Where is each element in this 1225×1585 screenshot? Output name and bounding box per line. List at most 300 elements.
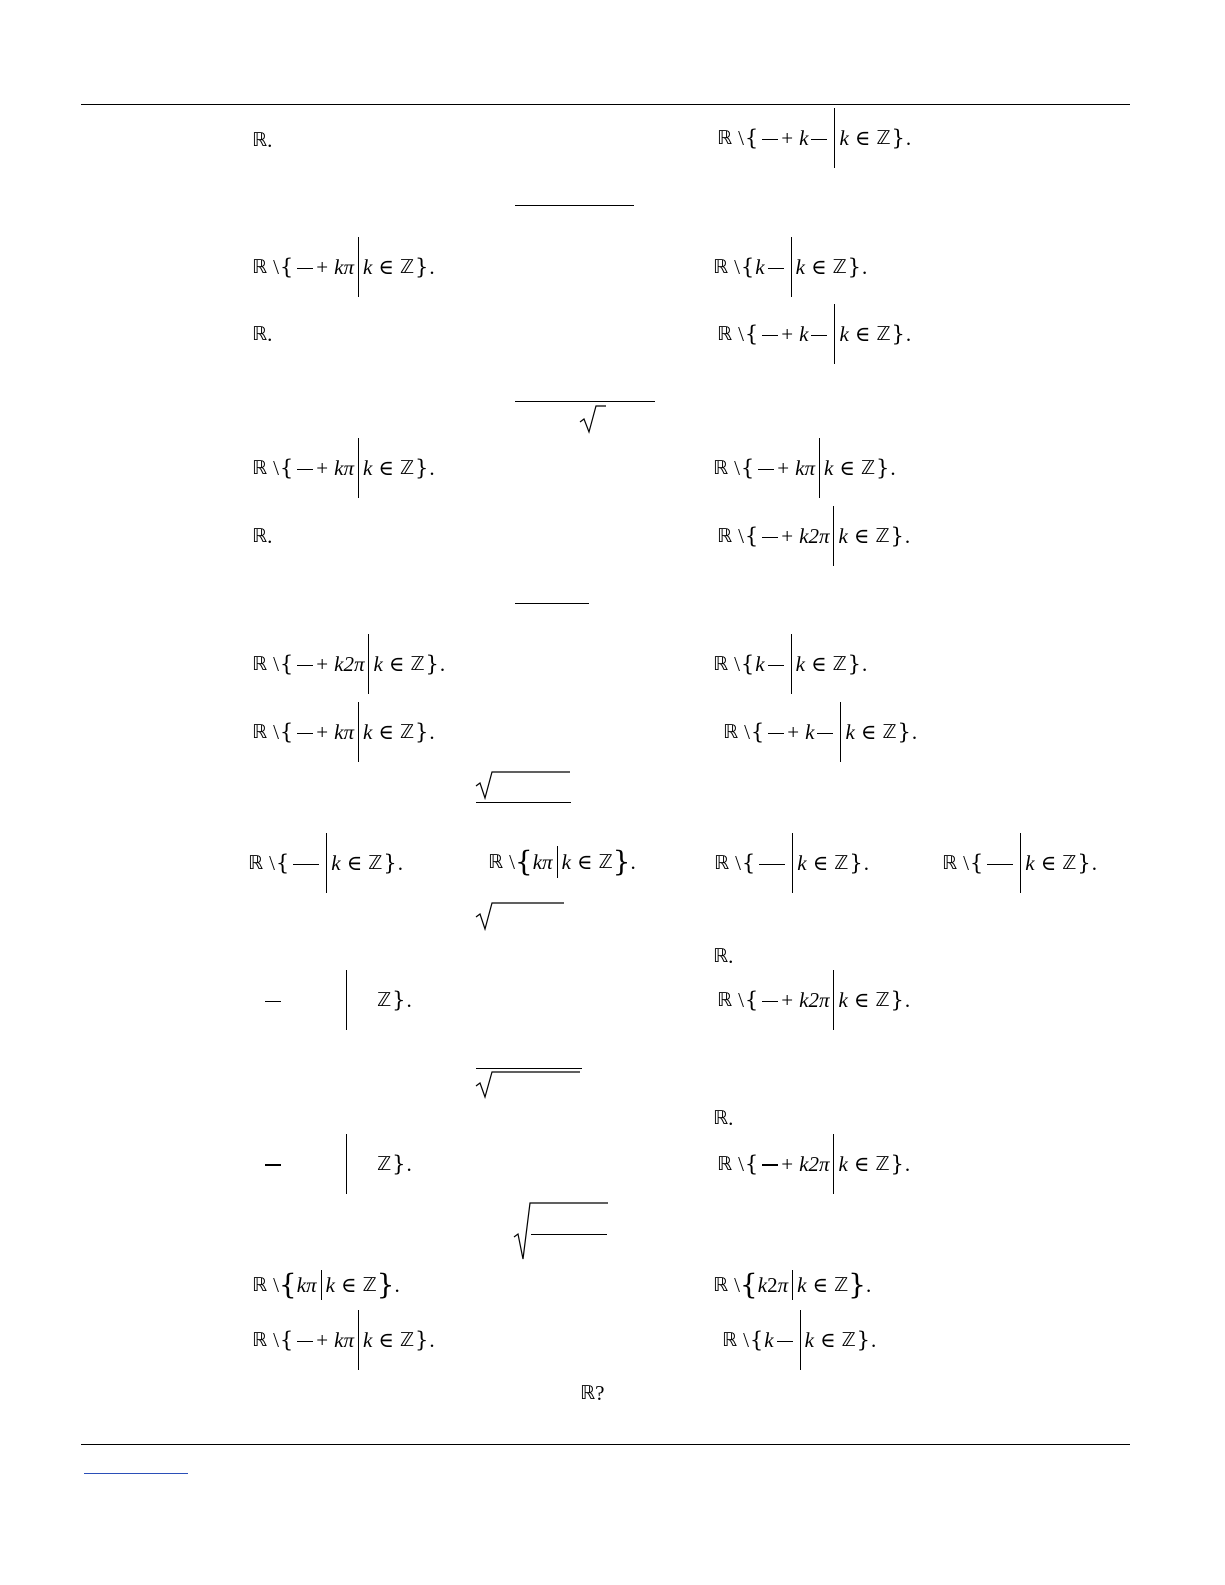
pi-symbol: π bbox=[777, 1272, 789, 1297]
integers-symbol: ℤ bbox=[833, 1273, 849, 1296]
variable-k: k bbox=[325, 1272, 335, 1297]
reals-symbol: ℝ bbox=[713, 1273, 729, 1296]
k-pi: kπ bbox=[532, 849, 553, 874]
period: . bbox=[871, 1327, 877, 1352]
such-that-bar bbox=[833, 970, 834, 1030]
such-that-bar bbox=[358, 1310, 359, 1370]
such-that-bar bbox=[833, 1134, 834, 1194]
period: . bbox=[728, 943, 734, 968]
right-brace: } bbox=[612, 845, 631, 878]
right-brace: } bbox=[847, 651, 862, 676]
fraction-bar bbox=[762, 1001, 778, 1002]
variable-k: k bbox=[795, 651, 805, 676]
element-of-symbol: ∈ bbox=[853, 523, 870, 548]
variable-k: k bbox=[839, 321, 849, 346]
such-that-bar bbox=[368, 634, 369, 694]
left-brace: { bbox=[741, 850, 756, 875]
option-c[interactable] bbox=[262, 1134, 412, 1194]
period: . bbox=[862, 651, 868, 676]
left-brace: { bbox=[278, 1268, 297, 1301]
element-of-symbol: ∈ bbox=[854, 125, 871, 150]
variable-k: k bbox=[373, 651, 383, 676]
reals-symbol: ℝ bbox=[942, 851, 958, 874]
right-brace: } bbox=[415, 254, 429, 279]
reals-symbol: ℝ bbox=[252, 720, 268, 743]
setminus-symbol: \ bbox=[269, 850, 275, 875]
left-brace: { bbox=[279, 651, 294, 676]
integers-symbol: ℤ bbox=[598, 850, 613, 873]
variable-k: k bbox=[797, 1272, 807, 1297]
setminus-symbol: \ bbox=[273, 1272, 279, 1297]
option-c[interactable] bbox=[252, 524, 272, 548]
top-rule bbox=[81, 104, 1130, 105]
variable-k: k bbox=[845, 719, 855, 744]
setminus-symbol: \ bbox=[735, 850, 741, 875]
fraction-line bbox=[515, 205, 634, 206]
integers-symbol: ℤ bbox=[399, 255, 414, 278]
option-b[interactable] bbox=[713, 438, 896, 498]
integers-symbol: ℤ bbox=[377, 1152, 392, 1175]
left-brace: { bbox=[740, 455, 755, 480]
plus-sign: + bbox=[781, 125, 794, 150]
variable-k: k bbox=[561, 849, 571, 874]
such-that-bar bbox=[358, 702, 359, 762]
such-that-bar bbox=[792, 833, 793, 893]
integers-symbol: ℤ bbox=[875, 988, 890, 1011]
right-brace: } bbox=[415, 455, 429, 480]
period: . bbox=[890, 455, 896, 480]
reals-symbol: ℝ bbox=[252, 322, 268, 345]
left-brace: { bbox=[275, 850, 290, 875]
variable-k: k bbox=[764, 1327, 774, 1352]
period: . bbox=[863, 850, 869, 875]
plus-sign: + bbox=[781, 987, 794, 1012]
plus-sign: + bbox=[316, 719, 329, 744]
reals-symbol: ℝ bbox=[717, 1152, 733, 1175]
k-2pi: k2π bbox=[799, 987, 830, 1012]
setminus-symbol: \ bbox=[734, 455, 740, 480]
fraction-bar bbox=[762, 1164, 778, 1166]
setminus-symbol: \ bbox=[744, 719, 750, 744]
variable-k: k bbox=[805, 719, 815, 744]
reals-symbol: ℝ bbox=[252, 652, 268, 675]
option-a[interactable] bbox=[248, 833, 403, 893]
fraction-bar bbox=[293, 864, 319, 865]
reals-symbol: ℝ bbox=[252, 128, 268, 151]
reals-symbol: ℝ bbox=[252, 1273, 268, 1296]
setminus-symbol: \ bbox=[273, 651, 279, 676]
period: . bbox=[439, 651, 446, 676]
fraction-bar bbox=[817, 733, 833, 734]
period: . bbox=[397, 850, 403, 875]
reals-symbol: ℝ bbox=[723, 720, 739, 743]
variable-k: k bbox=[799, 125, 809, 150]
such-that-bar bbox=[358, 237, 359, 297]
such-that-bar bbox=[346, 1134, 347, 1194]
reals-symbol: ℝ bbox=[717, 988, 733, 1011]
such-that-bar bbox=[840, 702, 841, 762]
such-that-bar bbox=[791, 237, 792, 297]
option-b[interactable] bbox=[713, 237, 867, 297]
setminus-symbol: \ bbox=[734, 254, 740, 279]
right-brace: } bbox=[415, 719, 429, 744]
number-two: 2 bbox=[767, 1272, 778, 1297]
plus-sign: + bbox=[781, 321, 794, 346]
variable-k: k bbox=[823, 455, 834, 480]
left-brace: { bbox=[279, 254, 294, 279]
element-of-symbol: ∈ bbox=[812, 1272, 828, 1297]
period: . bbox=[911, 719, 918, 744]
variable-k: k bbox=[362, 254, 373, 279]
integers-symbol: ℤ bbox=[875, 524, 890, 547]
right-brace: } bbox=[392, 987, 406, 1012]
integers-symbol: ℤ bbox=[860, 456, 875, 479]
variable-k: k bbox=[362, 1327, 373, 1352]
fraction-bar bbox=[811, 139, 827, 140]
k-pi: kπ bbox=[334, 455, 354, 480]
square-root-symbol bbox=[474, 1070, 584, 1100]
bottom-rule bbox=[81, 1444, 1130, 1445]
reals-symbol: ℝ bbox=[248, 851, 264, 874]
integers-symbol: ℤ bbox=[377, 988, 392, 1011]
such-that-bar bbox=[800, 1310, 801, 1370]
setminus-symbol: \ bbox=[738, 523, 744, 548]
option-c[interactable] bbox=[252, 702, 435, 762]
option-a[interactable] bbox=[252, 237, 435, 297]
fraction-bar bbox=[768, 268, 784, 269]
fraction-bar bbox=[777, 1341, 793, 1342]
plus-sign: + bbox=[316, 1327, 329, 1352]
fraction-bar bbox=[297, 665, 313, 666]
period: . bbox=[429, 254, 435, 279]
element-of-symbol: ∈ bbox=[346, 850, 363, 875]
k-2pi: k2π bbox=[334, 651, 365, 676]
period: . bbox=[728, 1105, 734, 1130]
option-b[interactable] bbox=[717, 108, 911, 168]
fraction-line bbox=[515, 603, 589, 604]
integers-symbol: ℤ bbox=[876, 322, 891, 345]
period: . bbox=[267, 523, 273, 548]
period: . bbox=[394, 1272, 400, 1297]
period: . bbox=[904, 1151, 911, 1176]
integers-symbol: ℤ bbox=[362, 1273, 377, 1296]
integers-symbol: ℤ bbox=[841, 1328, 856, 1351]
plus-sign: + bbox=[316, 651, 329, 676]
k-pi: kπ bbox=[334, 719, 354, 744]
right-brace: } bbox=[890, 987, 904, 1012]
k-pi: kπ bbox=[334, 1327, 354, 1352]
period: . bbox=[406, 1151, 412, 1176]
option-b[interactable] bbox=[713, 634, 867, 694]
variable-k: k bbox=[331, 850, 341, 875]
period: . bbox=[905, 125, 912, 150]
integers-symbol: ℤ bbox=[399, 1328, 414, 1351]
square-root-symbol bbox=[474, 770, 574, 802]
left-brace: { bbox=[514, 845, 533, 878]
reals-symbol: ℝ bbox=[713, 652, 729, 675]
fraction-line bbox=[531, 1234, 607, 1235]
square-root-symbol bbox=[474, 901, 568, 933]
option-b[interactable] bbox=[488, 841, 636, 883]
option-a[interactable] bbox=[252, 634, 445, 694]
integers-symbol: ℤ bbox=[410, 652, 425, 675]
element-of-symbol: ∈ bbox=[819, 1327, 836, 1352]
fraction-bar bbox=[762, 335, 778, 336]
setminus-symbol: \ bbox=[743, 1327, 749, 1352]
left-brace: { bbox=[744, 987, 759, 1012]
option-c[interactable] bbox=[262, 970, 412, 1030]
square-root-symbol bbox=[578, 404, 608, 434]
reals-symbol: ℝ bbox=[252, 1328, 268, 1351]
period: . bbox=[630, 849, 636, 874]
element-of-symbol: ∈ bbox=[812, 850, 829, 875]
fraction-bar bbox=[297, 733, 313, 734]
integers-symbol: ℤ bbox=[832, 255, 847, 278]
reals-symbol: ℝ bbox=[717, 322, 733, 345]
variable-k: k bbox=[839, 125, 849, 150]
right-brace: } bbox=[383, 850, 397, 875]
period: . bbox=[865, 1272, 872, 1297]
option-d[interactable] bbox=[717, 304, 911, 364]
such-that-bar bbox=[792, 1270, 793, 1300]
variable-k: k bbox=[797, 850, 807, 875]
option-d[interactable] bbox=[717, 970, 910, 1030]
such-that-bar bbox=[833, 506, 834, 566]
right-brace: } bbox=[890, 1151, 904, 1176]
integers-symbol: ℤ bbox=[1062, 851, 1077, 874]
variable-k: k bbox=[795, 254, 805, 279]
option-a[interactable] bbox=[252, 438, 435, 498]
left-brace: { bbox=[740, 651, 755, 676]
such-that-bar bbox=[834, 304, 835, 364]
such-that-bar bbox=[321, 1270, 322, 1300]
element-of-symbol: ∈ bbox=[378, 455, 394, 480]
element-of-symbol: ∈ bbox=[860, 719, 877, 744]
setminus-symbol: \ bbox=[738, 125, 744, 150]
option-c[interactable] bbox=[252, 1310, 435, 1370]
plus-sign: + bbox=[316, 254, 329, 279]
setminus-symbol: \ bbox=[273, 254, 279, 279]
element-of-symbol: ∈ bbox=[810, 254, 827, 279]
plus-sign: + bbox=[781, 1151, 794, 1176]
option-b[interactable] bbox=[713, 944, 733, 968]
option-d[interactable] bbox=[722, 1310, 876, 1370]
integers-symbol: ℤ bbox=[876, 126, 891, 149]
variable-k: k bbox=[804, 1327, 814, 1352]
reals-symbol: ℝ bbox=[717, 126, 733, 149]
element-of-symbol: ∈ bbox=[839, 455, 855, 480]
variable-k: k bbox=[799, 321, 809, 346]
variable-k: k bbox=[755, 651, 765, 676]
setminus-symbol: \ bbox=[273, 455, 279, 480]
reals-symbol: ℝ bbox=[252, 524, 268, 547]
right-brace: } bbox=[425, 651, 439, 676]
fraction-line bbox=[515, 401, 655, 402]
setminus-symbol: \ bbox=[963, 850, 969, 875]
reals-symbol: ℝ bbox=[713, 255, 729, 278]
element-of-symbol: ∈ bbox=[378, 719, 394, 744]
fraction-bar bbox=[762, 139, 778, 140]
question-stem bbox=[580, 1381, 604, 1405]
element-of-symbol: ∈ bbox=[810, 651, 827, 676]
period: . bbox=[429, 455, 435, 480]
right-brace: } bbox=[897, 719, 911, 744]
left-brace: { bbox=[739, 1268, 758, 1301]
fraction-bar bbox=[768, 665, 784, 666]
variable-k: k bbox=[755, 254, 765, 279]
left-brace: { bbox=[279, 719, 294, 744]
variable-k: k bbox=[1025, 850, 1035, 875]
variable-k: k bbox=[757, 1272, 768, 1297]
fraction-bar bbox=[762, 537, 778, 538]
setminus-symbol: \ bbox=[509, 849, 515, 874]
option-d[interactable] bbox=[723, 702, 917, 762]
period: . bbox=[267, 127, 273, 152]
such-that-bar bbox=[346, 970, 347, 1030]
integers-symbol: ℤ bbox=[882, 720, 897, 743]
right-brace: } bbox=[848, 1268, 866, 1301]
reals-symbol: ℝ bbox=[713, 1106, 729, 1129]
setminus-symbol: \ bbox=[738, 1151, 744, 1176]
option-a[interactable] bbox=[252, 128, 272, 152]
such-that-bar bbox=[791, 634, 792, 694]
reals-symbol: ℝ bbox=[714, 851, 730, 874]
k-pi: kπ bbox=[795, 455, 815, 480]
variable-k: k bbox=[838, 987, 848, 1012]
right-brace: } bbox=[890, 523, 904, 548]
setminus-symbol: \ bbox=[734, 651, 740, 676]
option-b[interactable] bbox=[713, 1106, 733, 1130]
integers-symbol: ℤ bbox=[399, 456, 414, 479]
fraction-bar bbox=[297, 1341, 313, 1342]
period: . bbox=[904, 523, 911, 548]
fraction-bar bbox=[265, 1001, 281, 1002]
element-of-symbol: ∈ bbox=[388, 651, 405, 676]
reals-symbol: ℝ bbox=[713, 944, 729, 967]
reals-symbol: ℝ bbox=[252, 456, 268, 479]
plus-sign: + bbox=[781, 523, 794, 548]
such-that-bar bbox=[819, 438, 820, 498]
integers-symbol: ℤ bbox=[875, 1152, 890, 1175]
integers-symbol: ℤ bbox=[399, 720, 414, 743]
k-2pi: k2π bbox=[799, 1151, 830, 1176]
plus-sign: + bbox=[777, 455, 790, 480]
variable-k: k bbox=[362, 455, 373, 480]
fraction-bar bbox=[759, 864, 785, 865]
period: . bbox=[267, 321, 273, 346]
right-brace: } bbox=[856, 1327, 871, 1352]
option-a[interactable] bbox=[252, 1265, 400, 1305]
period: . bbox=[429, 719, 435, 744]
setminus-symbol: \ bbox=[273, 719, 279, 744]
plus-sign: + bbox=[787, 719, 800, 744]
question-mark: ? bbox=[595, 1380, 605, 1405]
fraction-bar bbox=[811, 335, 827, 336]
variable-k: k bbox=[838, 1151, 848, 1176]
integers-symbol: ℤ bbox=[368, 851, 383, 874]
setminus-symbol: \ bbox=[738, 987, 744, 1012]
right-brace: } bbox=[392, 1151, 406, 1176]
option-d[interactable] bbox=[942, 833, 1097, 893]
right-brace: } bbox=[1077, 850, 1091, 875]
period: . bbox=[1091, 850, 1097, 875]
left-brace: { bbox=[744, 1151, 759, 1176]
fraction-line bbox=[476, 802, 571, 803]
reals-symbol: ℝ bbox=[580, 1381, 596, 1404]
fraction-bar bbox=[297, 268, 313, 269]
reals-symbol: ℝ bbox=[488, 850, 504, 873]
right-brace: } bbox=[891, 125, 905, 150]
reals-symbol: ℝ bbox=[713, 456, 729, 479]
such-that-bar bbox=[834, 108, 835, 168]
period: . bbox=[406, 987, 412, 1012]
fraction-bar bbox=[987, 864, 1013, 865]
period: . bbox=[429, 1327, 435, 1352]
left-brace: { bbox=[744, 523, 759, 548]
k-2pi: k2π bbox=[799, 523, 830, 548]
reals-symbol: ℝ bbox=[252, 255, 268, 278]
integers-symbol: ℤ bbox=[834, 851, 849, 874]
left-brace: { bbox=[279, 455, 294, 480]
period: . bbox=[904, 987, 911, 1012]
option-d[interactable] bbox=[717, 506, 910, 566]
left-brace: { bbox=[740, 254, 755, 279]
such-that-bar bbox=[557, 846, 558, 878]
period: . bbox=[862, 254, 868, 279]
element-of-symbol: ∈ bbox=[378, 1327, 394, 1352]
variable-k: k bbox=[838, 523, 848, 548]
fraction-bar bbox=[768, 733, 784, 734]
right-brace: } bbox=[415, 1327, 429, 1352]
element-of-symbol: ∈ bbox=[853, 1151, 870, 1176]
right-brace: } bbox=[891, 321, 905, 346]
left-brace: { bbox=[744, 125, 759, 150]
reals-symbol: ℝ bbox=[722, 1328, 738, 1351]
setminus-symbol: \ bbox=[738, 321, 744, 346]
k-pi: kπ bbox=[296, 1272, 317, 1297]
fraction-bar bbox=[758, 469, 774, 470]
right-brace: } bbox=[849, 850, 863, 875]
square-root-symbol bbox=[512, 1201, 612, 1261]
variable-k: k bbox=[362, 719, 373, 744]
element-of-symbol: ∈ bbox=[576, 849, 593, 874]
left-brace: { bbox=[969, 850, 984, 875]
such-that-bar bbox=[358, 438, 359, 498]
footer-link-underline[interactable] bbox=[84, 1473, 188, 1474]
option-b[interactable] bbox=[713, 1265, 871, 1305]
element-of-symbol: ∈ bbox=[378, 254, 394, 279]
right-brace: } bbox=[847, 254, 862, 279]
element-of-symbol: ∈ bbox=[853, 987, 870, 1012]
right-brace: } bbox=[876, 455, 890, 480]
setminus-symbol: \ bbox=[273, 1327, 279, 1352]
reals-symbol: ℝ bbox=[717, 524, 733, 547]
plus-sign: + bbox=[316, 455, 329, 480]
fraction-line bbox=[476, 1068, 582, 1069]
right-brace: } bbox=[376, 1268, 395, 1301]
element-of-symbol: ∈ bbox=[1040, 850, 1057, 875]
such-that-bar bbox=[1020, 833, 1021, 893]
k-pi: kπ bbox=[334, 254, 354, 279]
fraction-bar bbox=[265, 1164, 281, 1166]
left-brace: { bbox=[750, 719, 765, 744]
fraction-bar bbox=[297, 469, 313, 470]
option-c[interactable] bbox=[252, 322, 272, 346]
period: . bbox=[905, 321, 912, 346]
option-d[interactable] bbox=[717, 1134, 910, 1194]
element-of-symbol: ∈ bbox=[340, 1272, 357, 1297]
option-c[interactable] bbox=[714, 833, 869, 893]
